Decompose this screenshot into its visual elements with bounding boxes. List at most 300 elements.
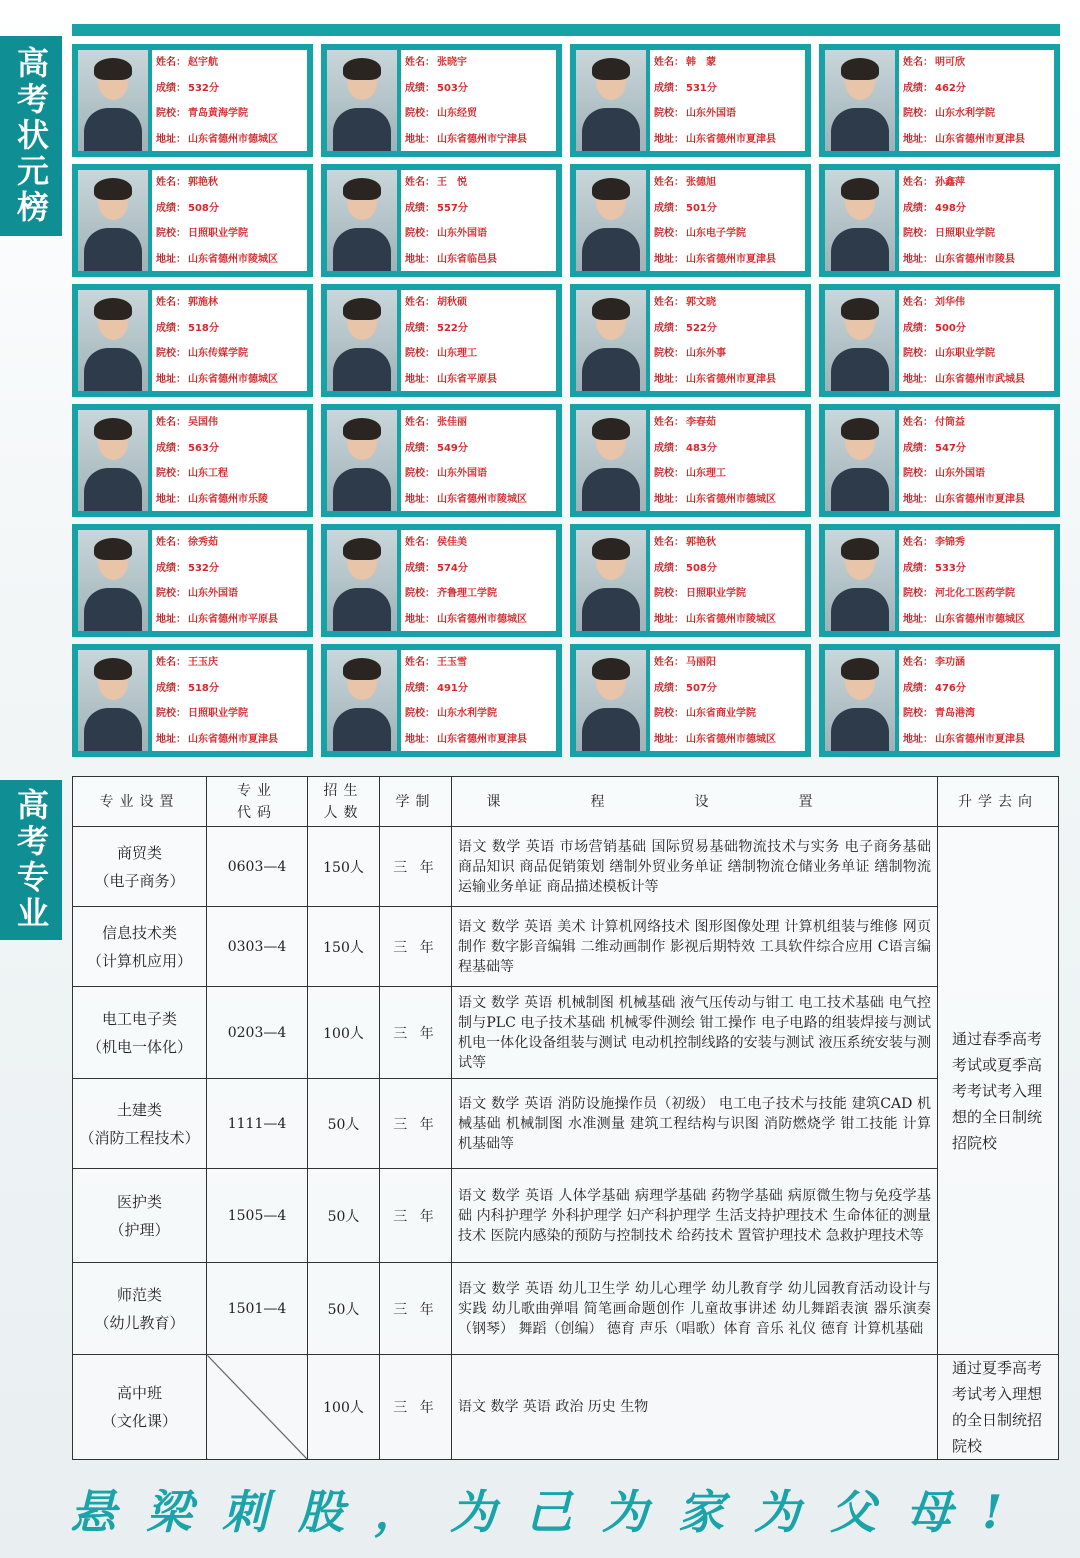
student-name-line	[156, 656, 303, 670]
student-address: 山东省临邑县	[437, 253, 497, 265]
quota-cell: 100人	[308, 987, 380, 1079]
student-info	[152, 530, 307, 631]
student-photo	[576, 290, 646, 391]
student-name-line	[405, 536, 552, 550]
major-name: 医护类	[116, 1192, 162, 1211]
student-info	[152, 290, 307, 391]
student-school-label: 院校：	[654, 108, 684, 120]
major-name: 土建类	[116, 1100, 162, 1119]
student-score: 507分	[686, 682, 717, 694]
student-name-label: 姓名：	[405, 297, 435, 308]
student-photo	[825, 50, 895, 151]
student-school-label: 院校：	[405, 708, 435, 720]
student-address-line	[405, 373, 552, 387]
student-card	[72, 284, 313, 397]
student-card	[321, 44, 562, 157]
student-school-label: 院校：	[405, 588, 435, 600]
student-school: 山东理工	[686, 468, 726, 480]
student-address-line	[156, 613, 303, 627]
student-school: 山东省商业学院	[686, 708, 756, 720]
student-info	[650, 290, 805, 391]
majors-side-tag	[0, 780, 62, 940]
student-school-label: 院校：	[654, 588, 684, 600]
student-name: 马丽阳	[686, 657, 716, 668]
duration-cell: 三 年	[380, 1263, 452, 1355]
student-address: 山东省德州市平原县	[188, 613, 278, 625]
student-school: 山东水利学院	[437, 708, 497, 720]
student-score-label: 成绩：	[405, 202, 435, 214]
student-address-line	[903, 733, 1050, 747]
student-address-line	[903, 493, 1050, 507]
major-name: 商贸类	[116, 843, 162, 862]
major-sub: （文化课）	[101, 1412, 177, 1430]
student-score-line	[903, 82, 1050, 96]
student-name: 胡秋硕	[437, 297, 467, 308]
student-score-label: 成绩：	[903, 562, 933, 574]
table-row	[73, 1263, 1059, 1355]
code-cell: 0603—4	[207, 827, 308, 907]
student-address-line	[903, 133, 1050, 147]
student-name-label: 姓名：	[654, 537, 684, 548]
code-cell-empty	[207, 1355, 308, 1460]
student-score: 518分	[188, 682, 219, 694]
student-school: 日照职业学院	[686, 588, 746, 600]
student-name: 刘华伟	[935, 297, 965, 308]
student-card	[72, 524, 313, 637]
student-address-line	[405, 493, 552, 507]
student-name: 郭施林	[188, 297, 218, 308]
student-school-label: 院校：	[654, 348, 684, 360]
student-card	[570, 404, 811, 517]
student-score-label: 成绩：	[405, 562, 435, 574]
student-name-line	[405, 296, 552, 310]
top-accent-bar	[72, 24, 1060, 36]
ranking-tag-text: 高考状元榜	[12, 46, 50, 226]
student-name: 侯佳美	[437, 537, 467, 548]
student-score: 532分	[188, 562, 219, 574]
student-name-label: 姓名：	[903, 537, 933, 548]
student-name-label: 姓名：	[405, 537, 435, 548]
student-address-line	[156, 373, 303, 387]
student-school-line	[156, 467, 303, 481]
student-card	[72, 644, 313, 757]
student-card	[570, 524, 811, 637]
student-address-label: 地址：	[156, 133, 186, 145]
student-school-line	[156, 107, 303, 121]
quota-cell: 100人	[308, 1355, 380, 1460]
student-score: 476分	[935, 682, 966, 694]
student-name-label: 姓名：	[903, 297, 933, 308]
student-name: 吴国伟	[188, 417, 218, 428]
student-name: 付筒益	[935, 417, 965, 428]
student-address-line	[654, 253, 801, 267]
student-school-line	[654, 467, 801, 481]
student-score: 574分	[437, 562, 468, 574]
student-score: 500分	[935, 322, 966, 334]
student-card	[72, 44, 313, 157]
student-address-line	[903, 253, 1050, 267]
student-score-line	[903, 322, 1050, 336]
student-card	[819, 44, 1060, 157]
student-school: 日照职业学院	[935, 228, 995, 240]
quota-cell: 50人	[308, 1079, 380, 1169]
student-info	[401, 290, 556, 391]
student-photo	[825, 530, 895, 631]
student-score-line	[405, 442, 552, 456]
student-card	[321, 644, 562, 757]
student-address: 山东省德州市德城区	[686, 493, 776, 505]
course-cell: 语文 数学 英语 机械制图 机械基础 液气压传动与钳工 电工技术基础 电气控制与PLC 电子技术基础 机械零件测绘 钳工操作 电子电路的组装焊接与测试 机电一体化设备组装与测试 电动机控制线路的安装与测试 液压系统安装与测试等	[452, 987, 938, 1079]
student-school-line	[903, 587, 1050, 601]
student-name-label: 姓名：	[156, 417, 186, 428]
student-photo	[825, 170, 895, 271]
student-address: 山东省德州市夏津县	[686, 133, 776, 145]
student-name-line	[156, 176, 303, 190]
student-photo	[327, 290, 397, 391]
student-address-label: 地址：	[903, 253, 933, 265]
student-address-line	[903, 613, 1050, 627]
student-score-label: 成绩：	[156, 682, 186, 694]
header-quota	[308, 777, 380, 827]
student-name: 孙鑫萍	[935, 177, 965, 188]
student-card	[321, 284, 562, 397]
destination-cell: 通过夏季高考考试考入理想的全日制统招院校	[938, 1355, 1059, 1460]
student-info	[152, 650, 307, 751]
student-school-line	[156, 707, 303, 721]
student-score-line	[405, 82, 552, 96]
student-school-line	[654, 107, 801, 121]
code-cell: 1505—4	[207, 1169, 308, 1263]
major-name: 高中班	[116, 1384, 162, 1402]
student-score: 531分	[686, 82, 717, 94]
student-info	[152, 170, 307, 271]
student-school: 山东理工	[437, 348, 477, 360]
student-name-line	[405, 416, 552, 430]
student-info	[650, 50, 805, 151]
student-name-line	[405, 176, 552, 190]
student-address-line	[654, 493, 801, 507]
header-quota-line2: 人数	[323, 804, 364, 821]
student-address: 山东省德州市德城区	[188, 133, 278, 145]
student-address-line	[654, 613, 801, 627]
major-sub: （幼儿教育）	[94, 1313, 185, 1332]
student-name-line	[903, 56, 1050, 70]
student-name-label: 姓名：	[903, 417, 933, 428]
student-card	[570, 164, 811, 277]
student-school: 青岛港湾	[935, 708, 975, 720]
student-name-line	[156, 416, 303, 430]
student-score-label: 成绩：	[903, 442, 933, 454]
student-address-line	[903, 373, 1050, 387]
student-school-label: 院校：	[156, 108, 186, 120]
student-school: 山东电子学院	[686, 228, 746, 240]
student-address-line	[156, 493, 303, 507]
course-cell: 语文 数学 英语 市场营销基础 国际贸易基础物流技术与实务 电子商务基础 商品知识 商品促销策划 缮制外贸业务单证 缮制物流仓储业务单证 缮制物流运输业务单证 商品描述模板计等	[452, 827, 938, 907]
student-score: 533分	[935, 562, 966, 574]
student-card	[819, 524, 1060, 637]
student-school-line	[156, 587, 303, 601]
student-school-label: 院校：	[903, 108, 933, 120]
student-info	[899, 410, 1054, 511]
student-score: 491分	[437, 682, 468, 694]
student-score: 547分	[935, 442, 966, 454]
header-destination: 升学去向	[938, 777, 1059, 827]
student-score: 563分	[188, 442, 219, 454]
student-score-line	[405, 322, 552, 336]
student-score-label: 成绩：	[654, 82, 684, 94]
student-school: 山东外国语	[935, 468, 985, 480]
student-photo	[825, 290, 895, 391]
student-score-label: 成绩：	[405, 442, 435, 454]
student-photo	[327, 650, 397, 751]
student-school-label: 院校：	[405, 348, 435, 360]
student-address: 山东省德州市陵县	[935, 253, 1015, 265]
student-address-line	[156, 733, 303, 747]
student-school-label: 院校：	[156, 228, 186, 240]
student-name-line	[654, 536, 801, 550]
student-school-line	[903, 347, 1050, 361]
student-name-label: 姓名：	[156, 657, 186, 668]
student-name-line	[405, 56, 552, 70]
major-sub: （护理）	[109, 1220, 170, 1239]
student-name-line	[903, 656, 1050, 670]
student-info	[899, 650, 1054, 751]
student-score-line	[654, 442, 801, 456]
student-address-line	[156, 253, 303, 267]
header-quota-line1: 招生	[323, 782, 364, 799]
student-school-line	[405, 587, 552, 601]
student-photo	[825, 650, 895, 751]
student-photo	[576, 530, 646, 631]
student-address-line	[654, 133, 801, 147]
student-photo	[78, 170, 148, 271]
student-address-label: 地址：	[654, 493, 684, 505]
student-address: 山东省德州市夏津县	[935, 133, 1025, 145]
student-school-line	[654, 227, 801, 241]
course-cell: 语文 数学 英语 幼儿卫生学 幼儿心理学 幼儿教育学 幼儿园教育活动设计与实践 幼儿歌曲弹唱 简笔画命题创作 儿童故事讲述 幼儿舞蹈表演 器乐演奏（钢琴） 舞蹈（创编） 德育 声乐（唱歌）体育 音乐 礼仪 德育 计算机基础	[452, 1263, 938, 1355]
student-school: 山东传媒学院	[188, 348, 248, 360]
ranking-side-tag	[0, 36, 62, 236]
student-school: 山东外国语	[686, 108, 736, 120]
student-school: 山东职业学院	[935, 348, 995, 360]
student-score: 518分	[188, 322, 219, 334]
student-score: 522分	[686, 322, 717, 334]
student-address: 山东省德州市德城区	[686, 733, 776, 745]
header-course: 课程设置	[452, 777, 938, 827]
student-school-label: 院校：	[405, 228, 435, 240]
student-info	[401, 50, 556, 151]
student-score-line	[654, 202, 801, 216]
student-photo	[327, 50, 397, 151]
student-address-line	[405, 613, 552, 627]
course-cell: 语文 数学 英语 政治 历史 生物	[452, 1355, 938, 1460]
student-name-label: 姓名：	[156, 537, 186, 548]
student-score-label: 成绩：	[654, 682, 684, 694]
student-address: 山东省德州市武城县	[935, 373, 1025, 385]
student-score-line	[405, 202, 552, 216]
major-cell	[73, 1169, 207, 1263]
student-name-line	[654, 56, 801, 70]
student-school-label: 院校：	[156, 588, 186, 600]
student-name-label: 姓名：	[654, 417, 684, 428]
student-info	[899, 170, 1054, 271]
table-row	[73, 1355, 1059, 1460]
student-name: 赵宇航	[188, 57, 218, 68]
student-photo	[576, 50, 646, 151]
student-score: 508分	[188, 202, 219, 214]
student-score-line	[903, 202, 1050, 216]
student-name-label: 姓名：	[405, 417, 435, 428]
course-cell: 语文 数学 英语 人体学基础 病理学基础 药物学基础 病原微生物与免疫学基础 内科护理学 外科护理学 妇产科护理学 生活支持护理技术 生命体征的测量技术 医院内感染的预防与控制技术 给药技术 置管护理技术 急救护理技术等	[452, 1169, 938, 1263]
major-sub: （机电一体化）	[86, 1037, 192, 1056]
student-info	[650, 650, 805, 751]
duration-cell: 三 年	[380, 987, 452, 1079]
student-score-line	[156, 82, 303, 96]
duration-cell: 三 年	[380, 1169, 452, 1263]
student-school-label: 院校：	[654, 468, 684, 480]
student-school: 山东水利学院	[935, 108, 995, 120]
student-school-line	[156, 347, 303, 361]
student-school: 山东外事	[686, 348, 726, 360]
student-name: 明可欣	[935, 57, 965, 68]
code-cell: 1501—4	[207, 1263, 308, 1355]
student-photo	[78, 50, 148, 151]
student-school-label: 院校：	[156, 348, 186, 360]
student-info	[152, 410, 307, 511]
student-school-line	[903, 707, 1050, 721]
student-name-line	[654, 656, 801, 670]
major-sub: （计算机应用）	[86, 951, 192, 970]
student-address-label: 地址：	[156, 613, 186, 625]
student-school-line	[654, 347, 801, 361]
student-photo	[576, 170, 646, 271]
student-info	[401, 650, 556, 751]
student-address: 山东省平原县	[437, 373, 497, 385]
student-school-label: 院校：	[654, 228, 684, 240]
student-address-label: 地址：	[654, 373, 684, 385]
student-address-label: 地址：	[903, 493, 933, 505]
student-name: 李功涵	[935, 657, 965, 668]
major-cell	[73, 1263, 207, 1355]
student-school-label: 院校：	[903, 588, 933, 600]
student-name-label: 姓名：	[654, 57, 684, 68]
student-photo	[825, 410, 895, 511]
student-name: 王 悦	[437, 177, 467, 188]
student-address: 山东省德州市夏津县	[686, 373, 776, 385]
code-cell: 0203—4	[207, 987, 308, 1079]
duration-cell: 三 年	[380, 907, 452, 987]
student-address-label: 地址：	[405, 253, 435, 265]
student-card	[72, 404, 313, 517]
student-photo	[78, 650, 148, 751]
student-address-label: 地址：	[156, 253, 186, 265]
student-school-label: 院校：	[405, 468, 435, 480]
student-address: 山东省德州市夏津县	[437, 733, 527, 745]
student-score: 549分	[437, 442, 468, 454]
student-address-line	[405, 253, 552, 267]
student-score-line	[654, 682, 801, 696]
major-cell	[73, 907, 207, 987]
student-score-line	[903, 442, 1050, 456]
student-score-label: 成绩：	[654, 442, 684, 454]
student-school-label: 院校：	[903, 708, 933, 720]
student-card	[321, 524, 562, 637]
major-cell	[73, 1355, 207, 1460]
major-name: 信息技术类	[101, 923, 177, 942]
student-address-line	[405, 133, 552, 147]
table-row	[73, 987, 1059, 1079]
student-school-line	[654, 707, 801, 721]
student-score-label: 成绩：	[156, 562, 186, 574]
destination-cell: 通过春季高考考试或夏季高考考试考入理想的全日制统招院校	[938, 827, 1059, 1355]
student-address: 山东省德州市德城区	[437, 613, 527, 625]
student-score-line	[405, 562, 552, 576]
student-address: 山东省德州市陵城区	[188, 253, 278, 265]
student-school-line	[405, 227, 552, 241]
student-school-line	[405, 107, 552, 121]
student-info	[152, 50, 307, 151]
student-school: 山东外国语	[437, 228, 487, 240]
student-photo	[327, 170, 397, 271]
student-address: 山东省德州市宁津县	[437, 133, 527, 145]
student-score-label: 成绩：	[405, 322, 435, 334]
student-card	[321, 164, 562, 277]
student-address-label: 地址：	[156, 493, 186, 505]
student-name-label: 姓名：	[156, 57, 186, 68]
majors-table	[72, 776, 1059, 1460]
student-school-line	[405, 347, 552, 361]
student-photo	[78, 290, 148, 391]
student-card	[819, 164, 1060, 277]
slogan-text: 悬梁刺股，为己为家为父母!	[70, 1485, 1033, 1539]
student-info	[650, 410, 805, 511]
student-score-line	[654, 322, 801, 336]
student-school-label: 院校：	[654, 708, 684, 720]
student-score-line	[654, 82, 801, 96]
student-school: 山东外国语	[188, 588, 238, 600]
student-score: 522分	[437, 322, 468, 334]
student-score-line	[654, 562, 801, 576]
student-name: 李春茹	[686, 417, 716, 428]
student-address-label: 地址：	[903, 133, 933, 145]
student-school-line	[405, 467, 552, 481]
student-score-label: 成绩：	[405, 682, 435, 694]
quota-cell: 50人	[308, 1263, 380, 1355]
student-info	[899, 290, 1054, 391]
header-code	[207, 777, 308, 827]
student-school-label: 院校：	[405, 108, 435, 120]
student-address-label: 地址：	[654, 253, 684, 265]
header-duration: 学制	[380, 777, 452, 827]
student-info	[401, 170, 556, 271]
student-score: 557分	[437, 202, 468, 214]
student-photo	[576, 410, 646, 511]
student-name-line	[156, 56, 303, 70]
student-address-label: 地址：	[405, 733, 435, 745]
student-name-label: 姓名：	[405, 177, 435, 188]
course-cell: 语文 数学 英语 消防设施操作员（初级） 电工电子技术与技能 建筑CAD 机械基础 机械制图 水准测量 建筑工程结构与识图 消防燃烧学 钳工技能 计算机基础等	[452, 1079, 938, 1169]
student-info	[899, 530, 1054, 631]
student-name: 李锦秀	[935, 537, 965, 548]
student-score-label: 成绩：	[654, 322, 684, 334]
student-score: 508分	[686, 562, 717, 574]
student-address-label: 地址：	[405, 613, 435, 625]
student-name-line	[903, 416, 1050, 430]
student-name: 张佳丽	[437, 417, 467, 428]
majors-table-wrapper	[72, 776, 1058, 1460]
table-row	[73, 1169, 1059, 1263]
student-name-label: 姓名：	[156, 297, 186, 308]
